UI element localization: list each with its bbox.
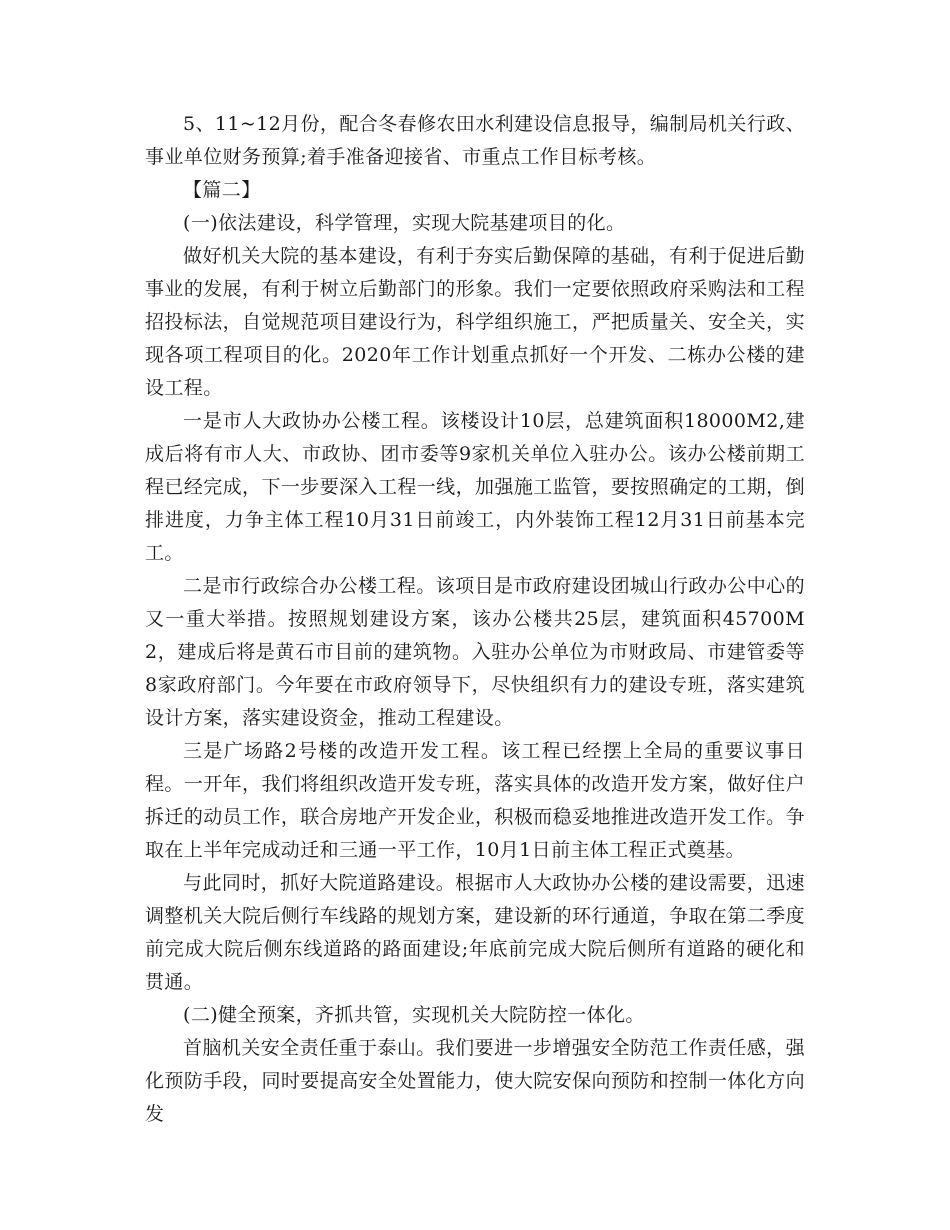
paragraph-6: 与此同时，抓好大院道路建设。根据市人大政协办公楼的建设需要，迅速调整机关大院后侧行车线路的规划方案，建设新的环行通道，争取在第二季度前完成大院后侧东线道路的路面建设;年底前完成大院后侧所有道路的硬化和贯通。 xyxy=(145,872,805,993)
document-body xyxy=(145,108,805,1131)
paragraph-2: 做好机关大院的基本建设，有利于夯实后勤保障的基础，有利于促进后勤事业的发展，有利于树立后勤部门的形象。我们一定要依照政府采购法和工程招投标法，自觉规范项目建设行为，科学组织施工，严把质量关、安全关，实现各项工程项目的化。2020年工作计划重点抓好一个开发、二栋办公楼的建设工程。 xyxy=(145,245,805,399)
section-heading-1: (一)依法建设，科学管理，实现大院基建项目的化。 xyxy=(183,212,626,234)
paragraph-1: 5、11~12月份，配合冬春修农田水利建设信息报导，编制局机关行政、事业单位财务预算;着手准备迎接省、市重点工作目标考核。 xyxy=(145,113,805,168)
paragraph-7: 首脑机关安全责任重于泰山。我们要进一步增强安全防范工作责任感，强化预防手段，同时要提高安全处置能力，使大院安保向预防和控制一体化方向发 xyxy=(145,1037,805,1125)
paragraph-5: 三是广场路2号楼的改造开发工程。该工程已经摆上全局的重要议事日程。一开年，我们将组织改造开发专班，落实具体的改造开发方案，做好住户拆迁的动员工作，联合房地产开发企业，积极而稳妥地推进改造开发工作。争取在上半年完成动迁和三通一平工作，10月1日前主体工程正式奠基。 xyxy=(145,740,805,861)
section-heading-part-two: 【篇二】 xyxy=(183,179,261,201)
section-heading-2: (二)健全预案，齐抓共管，实现机关大院防控一体化。 xyxy=(183,1004,645,1026)
paragraph-4: 二是市行政综合办公楼工程。该项目是市政府建设团城山行政办公中心的又一重大举措。按照规划建设方案，该办公楼共25层，建筑面积45700M2，建成后将是黄石市目前的建筑物。入驻办公单位为市财政局、市建管委等8家政府部门。今年要在市政府领导下，尽快组织有力的建设专班，落实建筑设计方案，落实建设资金，推动工程建设。 xyxy=(145,575,805,729)
paragraph-3: 一是市人大政协办公楼工程。该楼设计10层，总建筑面积18000M2,建成后将有市人大、市政协、团市委等9家机关单位入驻办公。该办公楼前期工程已经完成，下一步要深入工程一线，加强施工监管，要按照确定的工期，倒排进度，力争主体工程10月31日前竣工，内外装饰工程12月31日前基本完工。 xyxy=(145,410,805,564)
